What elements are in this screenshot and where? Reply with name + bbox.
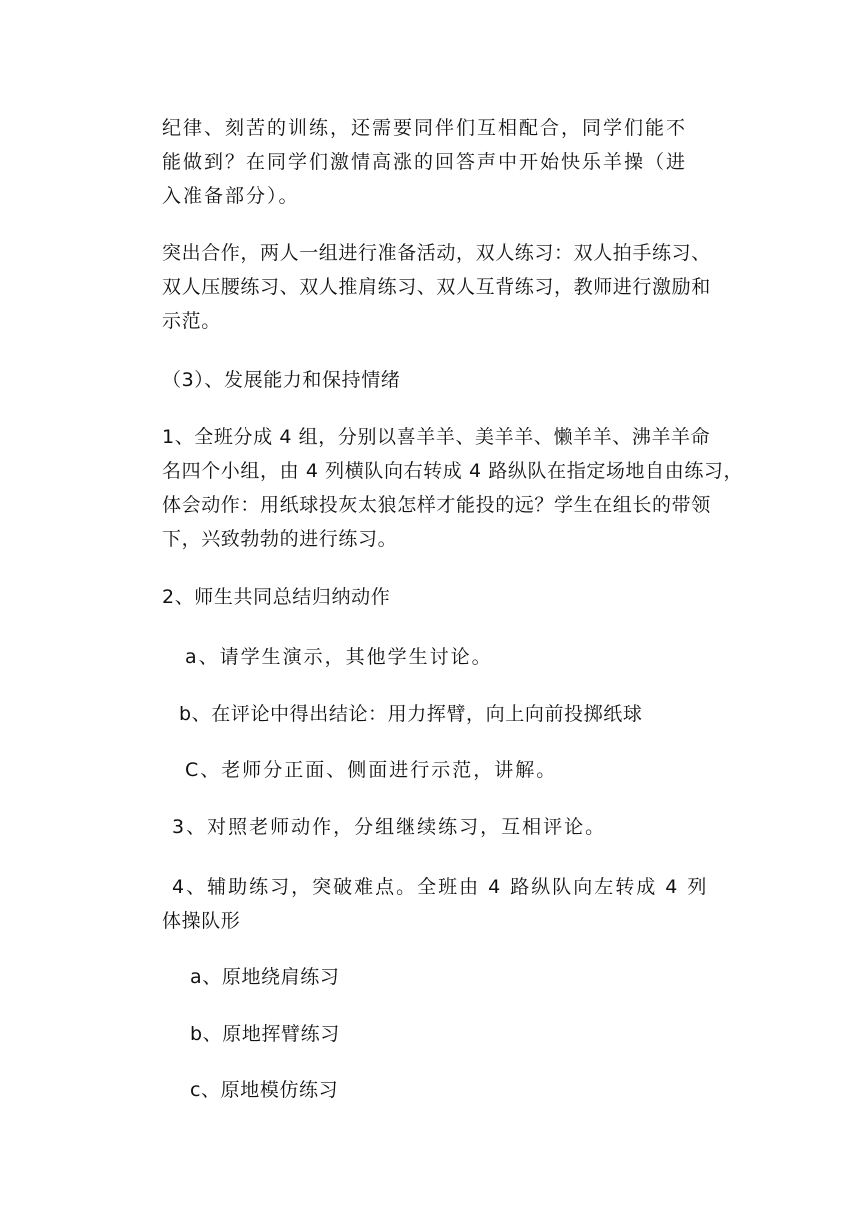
paragraph-line: 示范。 bbox=[162, 310, 221, 332]
paragraph-line: 入准备部分）。 bbox=[162, 185, 300, 207]
list-item: 4、辅助练习，突破难点。全班由 4 路纵队向左转成 4 列 bbox=[172, 876, 709, 898]
sub-list-item: b、原地挥臂练习 bbox=[190, 1023, 340, 1045]
paragraph-line: 双人压腰练习、双人推肩练习、双人互背练习，教师进行激励和 bbox=[162, 276, 711, 298]
sub-list-item: C、老师分正面、侧面进行示范，讲解。 bbox=[185, 759, 558, 781]
paragraph-line: 体操队形 bbox=[162, 910, 241, 932]
sub-list-item: a、请学生演示，其他学生讨论。 bbox=[185, 646, 493, 668]
paragraph-line: 体会动作：用纸球投灰太狼怎样才能投的远？学生在组长的带领 bbox=[162, 494, 711, 516]
sub-list-item: a、原地绕肩练习 bbox=[190, 966, 340, 988]
paragraph-line: 突出合作，两人一组进行准备活动，双人练习：双人拍手练习、 bbox=[162, 242, 711, 264]
sub-list-item: c、原地模仿练习 bbox=[190, 1079, 339, 1101]
paragraph-line: 纪律、刻苦的训练，还需要同伴们互相配合，同学们能不 bbox=[162, 117, 688, 139]
list-item: 2、师生共同总结归纳动作 bbox=[162, 586, 391, 608]
section-heading: （3）、发展能力和保持情绪 bbox=[162, 369, 401, 391]
paragraph-line: 下，兴致勃勃的进行练习。 bbox=[162, 528, 398, 550]
paragraph-line: 1、全班分成 4 组，分别以喜羊羊、美羊羊、懒羊羊、沸羊羊命 bbox=[162, 426, 711, 448]
list-item: 3、对照老师动作，分组继续练习，互相评论。 bbox=[172, 816, 607, 838]
paragraph-line: 名四个小组，由 4 列横队向右转成 4 路纵队在指定场地自由练习， bbox=[162, 460, 744, 482]
paragraph-line: 能做到？在同学们激情高涨的回答声中开始快乐羊操（进 bbox=[162, 151, 688, 173]
sub-list-item: b、在评论中得出结论：用力挥臂，向上向前投掷纸球 bbox=[179, 703, 643, 725]
